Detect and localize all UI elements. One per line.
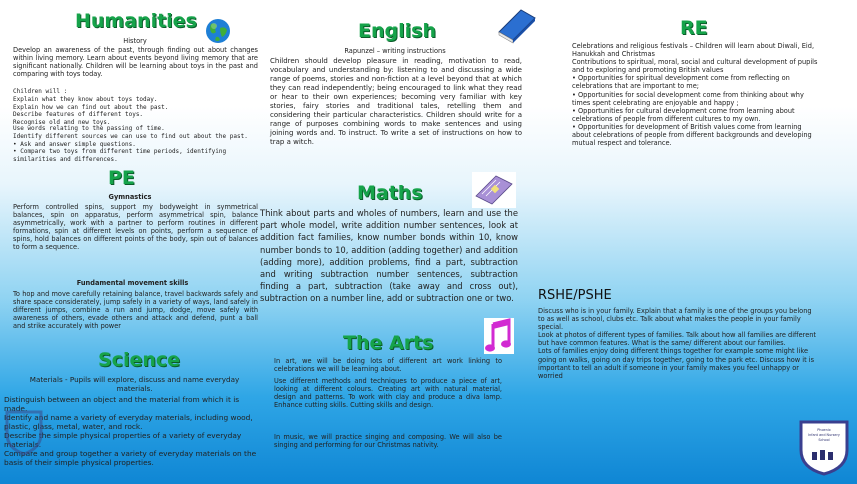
badge-line-3: School: [818, 438, 830, 442]
list-item: Use words relating to the passing of time.: [13, 124, 165, 132]
list-item: • Ask and answer simple questions.: [13, 140, 136, 148]
pe-subtitle-gymnastics: Gymnastics: [108, 193, 152, 201]
humanities-list-intro: Children will :: [13, 88, 68, 95]
maths-book-icon: [472, 172, 516, 208]
school-crest-icon: [798, 418, 850, 476]
humanities-heading: Humanities: [75, 10, 197, 32]
list-item: Distinguish between an object and the material from which it is made.: [4, 395, 240, 413]
badge-line-1: Phoenix: [817, 428, 831, 432]
maths-paragraph: Think about parts and wholes of numbers, learn and use the part whole model, write addition number sentences, look at addition fact families, know number bonds within 10, know number bonds to 10, addition (adding together) and addition (adding more), addition problems, find a part, subtraction and writing subtraction number sentences, subtraction finding a part, subtraction (take away and cross out), subtraction on a number line, add or subtraction one or two.: [260, 208, 518, 304]
list-item: Explain how we can find out about the past.: [13, 103, 169, 111]
re-heading: RE: [680, 17, 708, 39]
maths-heading: Maths: [357, 182, 423, 204]
book-icon: [493, 4, 539, 46]
arts-heading: The Arts: [343, 332, 434, 354]
science-heading: Science: [98, 349, 181, 371]
arts-paragraph-1: In art, we will be doing lots of different art work linking to celebrations we will be learning about.: [274, 357, 502, 374]
pe-subtitle-fms: Fundamental movement skills: [76, 279, 189, 287]
rshe-content: [538, 307, 818, 380]
re-line: • Opportunities for cultural development come from learning about celebrations of people from different cultures to my own.: [572, 106, 795, 123]
re-line: Contributions to spiritual, moral, social and cultural development of pupils and to exploring and promoting British values: [572, 58, 818, 75]
badge-line-2: Infant and Nursery: [808, 433, 840, 437]
rshe-paragraph: Lots of families enjoy doing different things together for example some might like going on walks, going on day trips together, going to the park etc. Discuss how it is important to tell an adult if someone in your family makes you feel unhappy or worried: [538, 347, 815, 380]
list-item: Describe the simple physical properties of a variety of everyday materials.: [4, 431, 242, 449]
list-item: Identify and name a variety of everyday materials, including wood, plastic, glass, metal, water, and rock.: [4, 413, 253, 431]
list-item: Compare and group together a variety of everyday materials on the basis of their simple physical properties.: [4, 449, 257, 467]
english-subtitle: Rapunzel – writing instructions: [344, 47, 446, 55]
english-paragraph: Children should develop pleasure in reading, motivation to read, vocabulary and understanding by: listening to and discussing a wide range of poems, stories and non-fiction at a level beyond that at which they can read independently; being encouraged to link what they read or hear to their own experiences; becoming very familiar with key stories, fairy stories and traditional tales, retelling them and considering their particular characteristics. Children should write for a range of purposes combining words to make sentences and using joining words and. To instruct. To write a set of instructions on how to trap a witch.: [270, 57, 522, 147]
pe-heading: PE: [108, 167, 135, 189]
school-crest-watermark-icon: [4, 408, 44, 456]
rshe-paragraph: Look at photos of different types of families. Talk about how all families are different but have common features. What is the same/ different about our families.: [538, 331, 817, 348]
pe-fms-paragraph: To hop and move carefully retaining balance, travel backwards safely and share space considerately, jump safely in a variety of ways, land safely in different jumps, combine a run and jump, dodge, move safely with awareness of others, evade others and attack and defend, punt a ball and strike accurately with power: [13, 290, 258, 331]
science-intro: Materials - Pupils will explore, discuss and name everyday materials.: [29, 375, 240, 393]
music-note-icon: [484, 318, 514, 354]
list-item: • Compare two toys from different time periods, identifying similarities and differences.: [13, 148, 227, 164]
arts-paragraph-3: In music, we will practice singing and composing. We will also be singing and performing for our Christmas nativity.: [274, 433, 502, 450]
globe-icon: [205, 18, 231, 44]
re-content: [572, 42, 818, 147]
re-line: • Opportunities for spiritual development come from reflecting on celebrations that are important to me;: [572, 74, 790, 91]
list-item: Describe features of different toys.: [13, 111, 144, 119]
re-line: • Opportunities for social development come from thinking about why times spent celebrating are enjoyable and happy ;: [572, 90, 804, 107]
pe-gymnastics-paragraph: Perform controlled spins, support my bodyweight in symmetrical balances, spin on apparatus, perform asymmetrical spin, balance asymmetrically, work with a partner to perform routines in different formations, spin at different levels on points, perform a sequence of spins, hold balances on different points of the body, spin out of balances to form a sequence.: [13, 203, 258, 252]
re-line: • Opportunities for development of British values come from learning about celebrations of people from different backgrounds and developing mutual respect and tolerance.: [572, 122, 812, 148]
english-heading: English: [358, 20, 436, 42]
humanities-paragraph: Develop an awareness of the past, through finding out about changes within living memory. Learn about events beyond living memory that are significant nationally. Children will be learning about toys in the past and comparing with toys today.: [13, 46, 258, 79]
rshe-paragraph: Discuss who is in your family. Explain that a family is one of the groups you belong to as well as school, clubs etc. Talk about what makes the people in your family special.: [538, 307, 812, 332]
list-item: Recognise old and new toys.: [13, 119, 111, 127]
list-item: Explain what they know about toys today.: [13, 95, 158, 103]
re-line: Celebrations and religious festivals – Children will learn about Diwali, Eid, Hanukkah and Christmas: [572, 42, 815, 59]
arts-paragraph-2: Use different methods and techniques to produce a piece of art, looking at different colours. Creating art with natural material, design and patterns. To work with clay and produce a diva lamp. Enhance cutting skills. Cutting skills and design.: [274, 377, 502, 410]
list-item: Identify different sources we can use to find out about the past.: [13, 132, 248, 140]
humanities-subtitle: History: [123, 37, 147, 45]
humanities-list: [13, 88, 258, 164]
rshe-heading: RSHE/PSHE: [538, 288, 612, 303]
